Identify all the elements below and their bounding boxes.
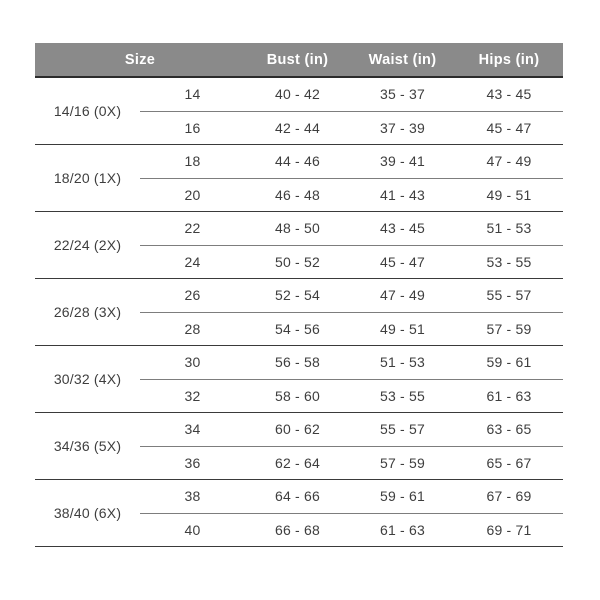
- hips-cell: 43 - 45: [486, 86, 532, 103]
- size-cell: 18: [184, 153, 201, 170]
- hips-cell: 67 - 69: [486, 488, 532, 505]
- bust-cell: 52 - 54: [275, 287, 320, 304]
- waist-cell: 51 - 53: [380, 354, 425, 371]
- table-row: [140, 112, 563, 145]
- waist-cell: 55 - 57: [380, 421, 425, 438]
- table-row: [140, 413, 563, 446]
- table-row: [140, 145, 563, 178]
- size-group-1x: [35, 145, 563, 212]
- bust-cell: 62 - 64: [275, 454, 320, 471]
- size-group-3x: [35, 279, 563, 346]
- waist-cell: 59 - 61: [380, 488, 425, 505]
- waist-cell: 57 - 59: [380, 454, 425, 471]
- bust-cell: 46 - 48: [275, 186, 320, 203]
- table-row: [140, 179, 563, 212]
- table-row: [140, 279, 563, 312]
- size-cell: 14: [184, 86, 201, 103]
- size-cell: 32: [184, 387, 201, 404]
- waist-cell: 37 - 39: [380, 119, 425, 136]
- bust-cell: 66 - 68: [275, 521, 320, 538]
- column-header-size: Size: [124, 51, 156, 68]
- bust-cell: 54 - 56: [275, 320, 320, 337]
- column-header-hips: Hips (in): [478, 51, 540, 68]
- size-cell: 20: [184, 186, 201, 203]
- column-header-waist: Waist (in): [368, 51, 437, 68]
- table-row: [140, 480, 563, 513]
- size-cell: 22: [184, 220, 201, 237]
- size-group-label: 34/36 (5X): [53, 438, 122, 454]
- waist-cell: 45 - 47: [380, 253, 425, 270]
- waist-cell: 39 - 41: [380, 153, 425, 170]
- hips-cell: 59 - 61: [486, 354, 532, 371]
- size-cell: 34: [184, 421, 201, 438]
- hips-cell: 57 - 59: [486, 320, 532, 337]
- bust-cell: 48 - 50: [275, 220, 320, 237]
- hips-cell: 65 - 67: [486, 454, 532, 471]
- size-cell: 28: [184, 320, 201, 337]
- size-cell: 16: [184, 119, 201, 136]
- size-group-label: 30/32 (4X): [53, 371, 122, 387]
- table-row: [140, 212, 563, 245]
- size-group-5x: [35, 413, 563, 480]
- hips-cell: 55 - 57: [486, 287, 532, 304]
- waist-cell: 53 - 55: [380, 387, 425, 404]
- size-cell: 38: [184, 488, 201, 505]
- table-row: [140, 78, 563, 111]
- table-row: [140, 447, 563, 480]
- waist-cell: 35 - 37: [380, 86, 425, 103]
- bust-cell: 56 - 58: [275, 354, 320, 371]
- size-group-label: 18/20 (1X): [53, 170, 122, 186]
- table-row: [140, 514, 563, 547]
- size-cell: 30: [184, 354, 201, 371]
- table-row: [140, 246, 563, 279]
- table-row: [140, 380, 563, 413]
- bust-cell: 40 - 42: [275, 86, 320, 103]
- column-header-bust: Bust (in): [266, 51, 329, 68]
- hips-cell: 49 - 51: [486, 186, 532, 203]
- size-cell: 36: [184, 454, 201, 471]
- hips-cell: 63 - 65: [486, 421, 532, 438]
- bust-cell: 50 - 52: [275, 253, 320, 270]
- hips-cell: 47 - 49: [486, 153, 532, 170]
- bust-cell: 42 - 44: [275, 119, 320, 136]
- size-chart-table: [35, 43, 563, 547]
- waist-cell: 43 - 45: [380, 220, 425, 237]
- hips-cell: 61 - 63: [486, 387, 532, 404]
- size-group-2x: [35, 212, 563, 279]
- size-group-label: 14/16 (0X): [53, 103, 122, 119]
- bust-cell: 44 - 46: [275, 153, 320, 170]
- size-group-0x: [35, 78, 563, 145]
- waist-cell: 49 - 51: [380, 320, 425, 337]
- size-group-label: 38/40 (6X): [53, 505, 122, 521]
- size-group-4x: [35, 346, 563, 413]
- waist-cell: 47 - 49: [380, 287, 425, 304]
- size-group-6x: [35, 480, 563, 547]
- size-cell: 26: [184, 287, 201, 304]
- size-cell: 24: [184, 253, 201, 270]
- size-cell: 40: [184, 521, 201, 538]
- bust-cell: 64 - 66: [275, 488, 320, 505]
- waist-cell: 61 - 63: [380, 521, 425, 538]
- table-row: [140, 313, 563, 346]
- bust-cell: 58 - 60: [275, 387, 320, 404]
- size-group-label: 22/24 (2X): [53, 237, 122, 253]
- bust-cell: 60 - 62: [275, 421, 320, 438]
- hips-cell: 45 - 47: [486, 119, 532, 136]
- table-header-row: [35, 43, 563, 78]
- table-row: [140, 346, 563, 379]
- hips-cell: 51 - 53: [486, 220, 532, 237]
- hips-cell: 53 - 55: [486, 253, 532, 270]
- waist-cell: 41 - 43: [380, 186, 425, 203]
- hips-cell: 69 - 71: [486, 521, 532, 538]
- size-group-label: 26/28 (3X): [53, 304, 122, 320]
